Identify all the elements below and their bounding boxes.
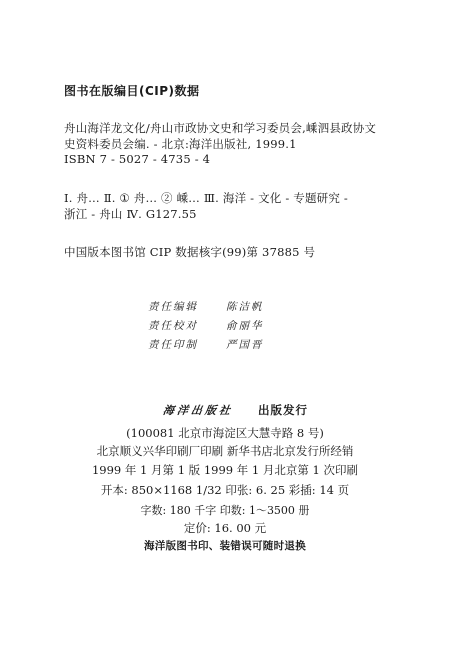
credit-name: 俞丽华	[226, 320, 264, 332]
edition-line: 1999 年 1 月第 1 版 1999 年 1 月北京第 1 次印刷	[91, 463, 358, 477]
credit-role: 责任编辑	[148, 301, 198, 313]
cip-heading: 图书在版编目(CIP)数据	[64, 84, 200, 98]
publisher-logo: 海洋出版社	[162, 404, 234, 417]
return-notice: 海洋版图书印、装错误可随时退换	[144, 540, 306, 552]
publisher-distribution: 出版发行	[258, 403, 308, 417]
subject-line: 浙江 - 舟山 Ⅳ. G127.55	[64, 207, 197, 221]
subject-line: Ⅰ. 舟… Ⅱ. ① 舟… ② 嵊… Ⅲ. 海洋 - 文化 - 专题研究 -	[64, 191, 349, 205]
cip-check-number: 中国版本图书馆 CIP 数据核字(99)第 37885 号	[64, 245, 316, 259]
credit-name: 严国晋	[226, 339, 264, 351]
credit-row	[148, 336, 264, 355]
credits-block	[148, 298, 264, 355]
counts-line: 字数: 180 千字 印数: 1～3500 册	[140, 504, 310, 517]
credit-role: 责任印制	[148, 339, 198, 351]
format-line: 开本: 850×1168 1/32 印张: 6. 25 彩插: 14 页	[100, 483, 350, 497]
price-line: 定价: 16. 00 元	[183, 521, 267, 535]
credit-row	[148, 317, 264, 336]
credit-role: 责任校对	[148, 320, 198, 332]
isbn-line: ISBN 7 - 5027 - 4735 - 4	[64, 152, 211, 166]
credit-row	[148, 298, 264, 317]
cip-record-line: 史资料委员会编. - 北京:海洋出版社, 1999.1	[64, 137, 297, 151]
publisher-address: (100081 北京市海淀区大慧寺路 8 号)	[126, 426, 324, 440]
printer-distributor: 北京顺义兴华印刷厂印刷 新华书店北京发行所经销	[96, 444, 354, 458]
credit-name: 陈洁帆	[226, 301, 264, 313]
cip-record-line: 舟山海洋龙文化/舟山市政协文史和学习委员会,嵊泗县政协文	[64, 121, 377, 135]
